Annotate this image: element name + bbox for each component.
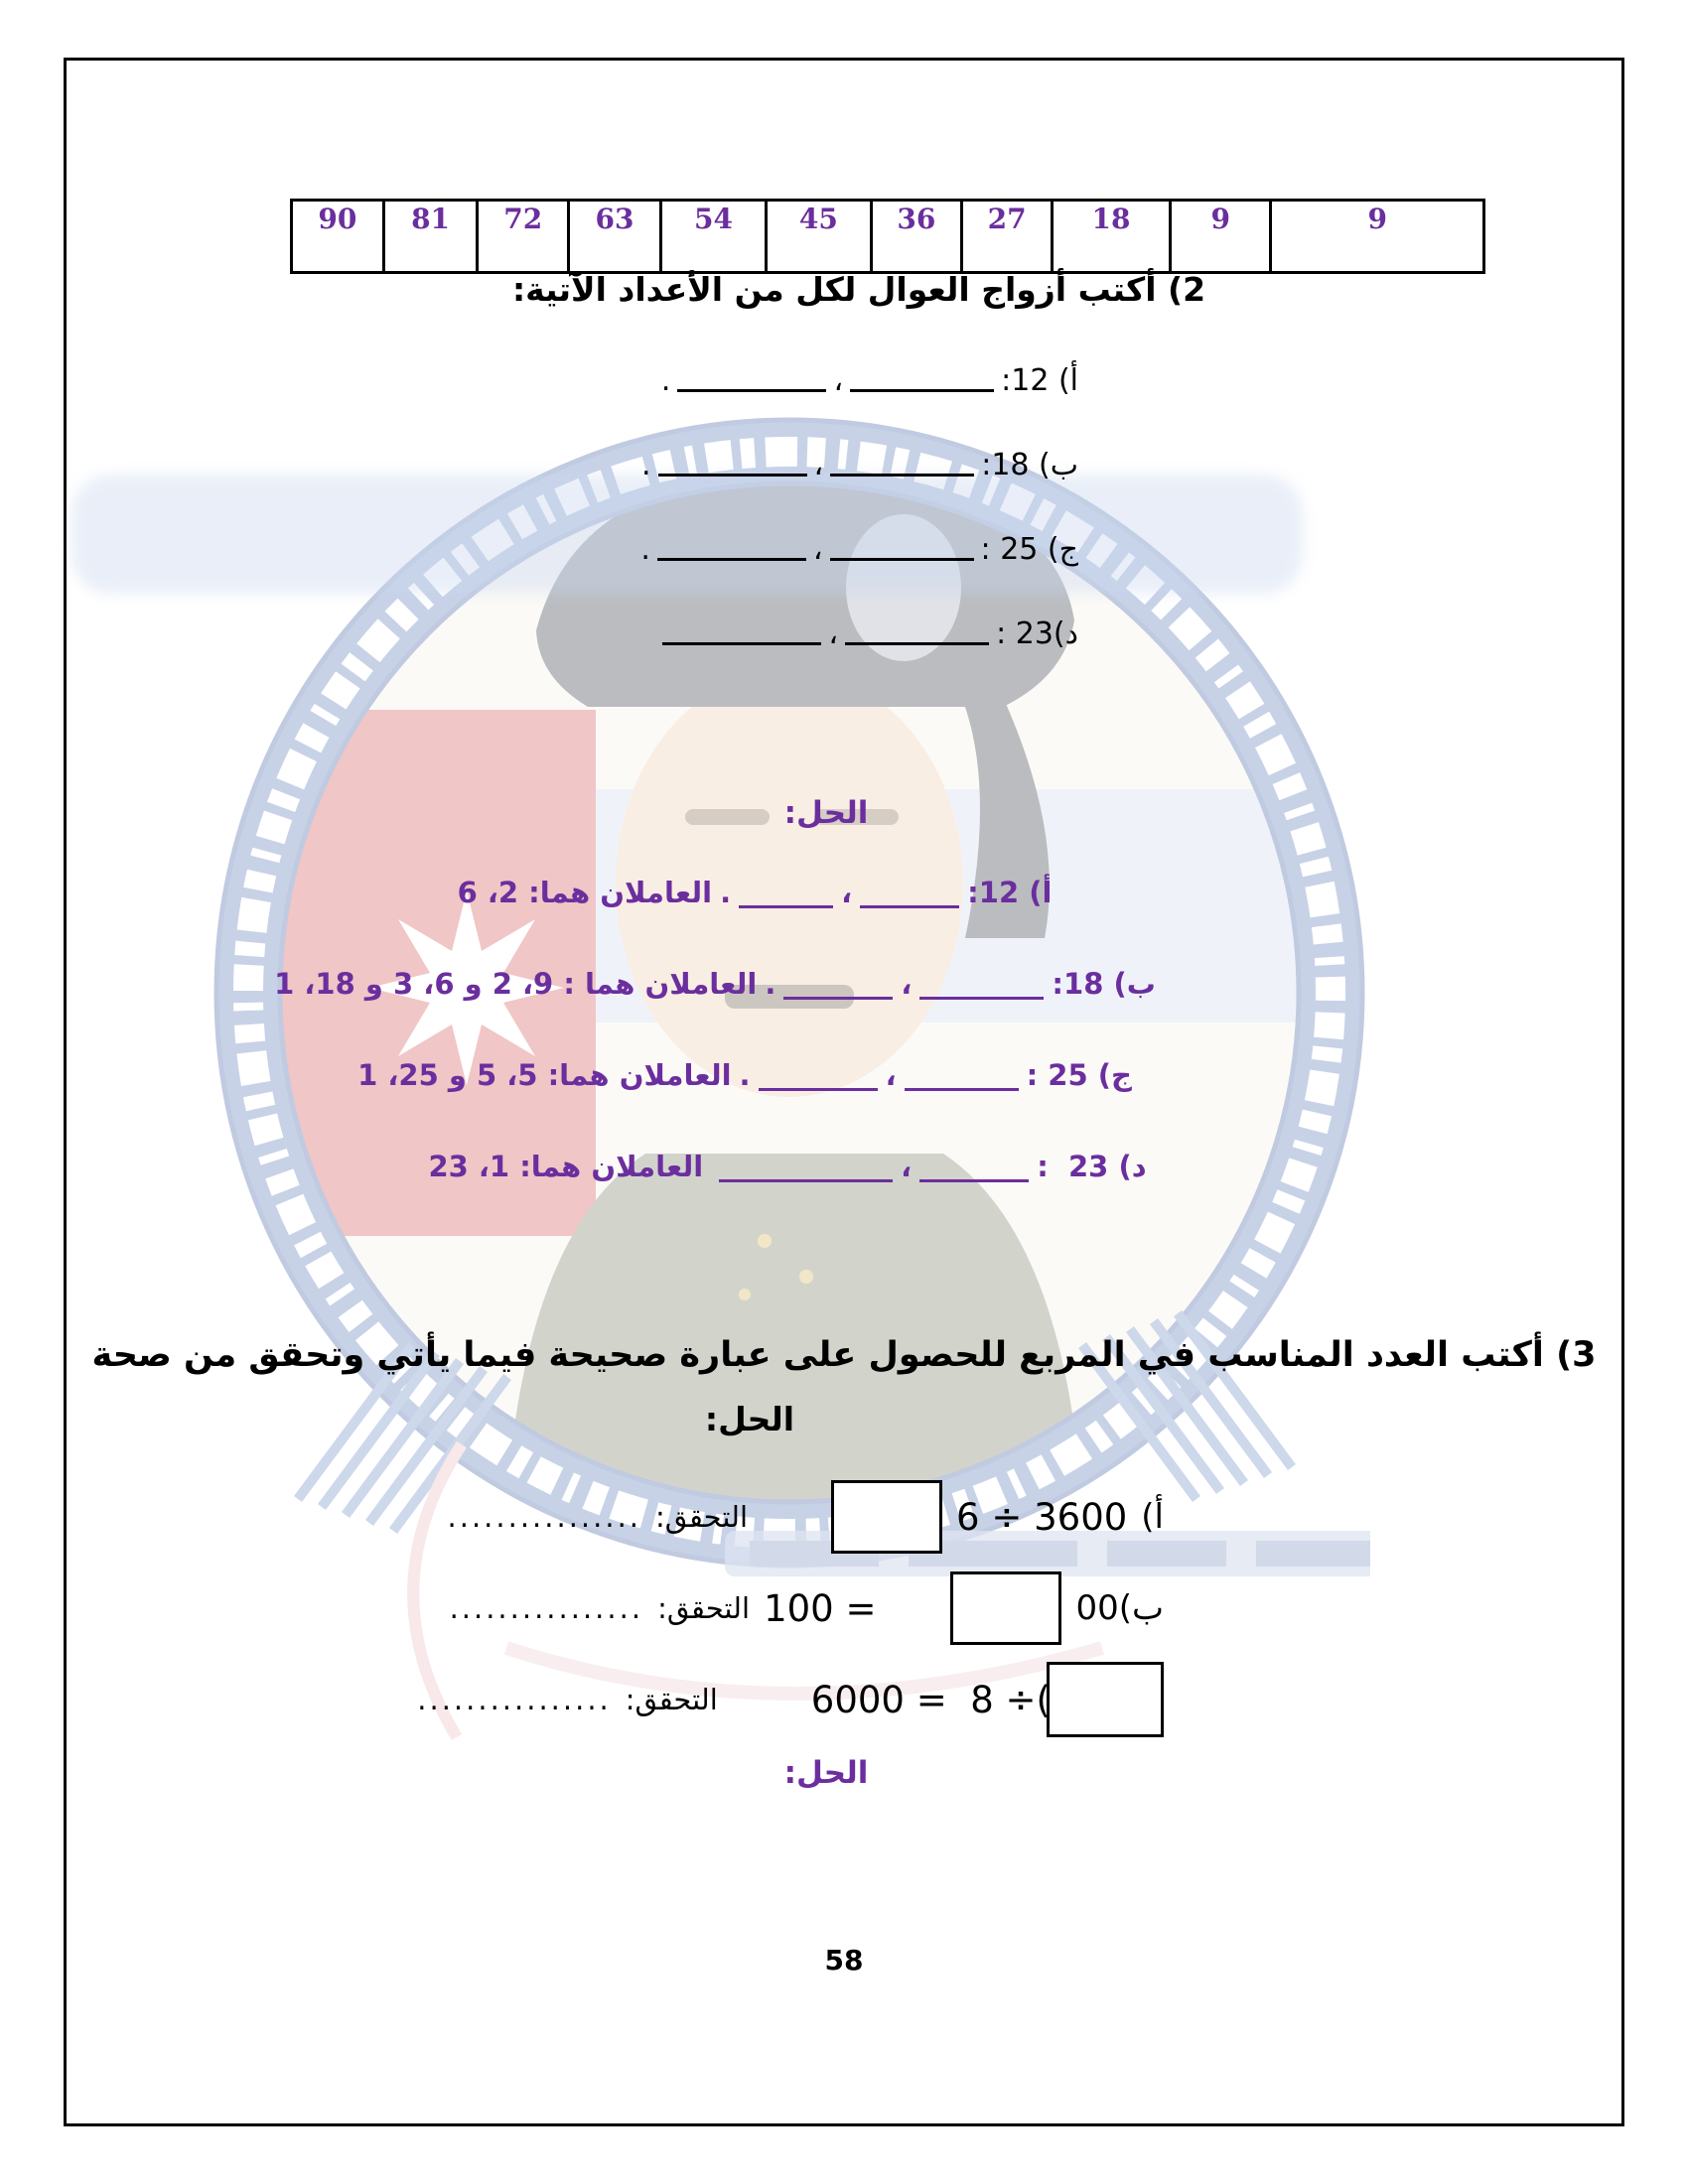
question-2-items <box>640 363 1078 701</box>
blank-line <box>860 904 959 908</box>
solution-answer: العاملان هما: 2، 6 <box>457 876 713 909</box>
question-3-heading: 3) أكتب العدد المناسب في المربع للحصول على عبارة صحيحة فيما يأتي وتحقق من صحة <box>91 1335 1597 1375</box>
table-cell-value: 45 <box>798 203 838 235</box>
table-cell <box>567 202 659 271</box>
separator: . <box>720 876 732 909</box>
answer-box <box>1047 1662 1164 1737</box>
blank-line <box>850 388 994 392</box>
comma: ، <box>812 532 823 567</box>
table-cell <box>659 202 765 271</box>
expression: )÷ 8 = 6000 <box>810 1678 1051 1721</box>
item-label: ج) 25 : <box>1026 1058 1132 1092</box>
table-cell-value: 54 <box>694 203 734 235</box>
question-3-heading-tail: الحل: <box>704 1400 795 1438</box>
blank-line <box>905 1087 1019 1091</box>
dotted-line: ................ <box>447 1500 642 1534</box>
item-label: د) 23 : <box>1037 1150 1147 1183</box>
verify-label: التحقق: <box>655 1500 749 1534</box>
solution-answer: العاملان هما : 9، 2 و 6، 3 و 18، 1 <box>274 967 758 1001</box>
item-label: د)23 : <box>996 616 1078 651</box>
solution-item <box>0 1058 1589 1098</box>
comma: ، <box>901 1150 913 1183</box>
item-label: ب) 18: <box>981 448 1078 482</box>
separator: . <box>765 967 776 1001</box>
blank-line <box>783 996 893 1000</box>
verify-label: التحقق: <box>625 1683 718 1716</box>
question-2-item <box>640 448 1078 485</box>
comma: ، <box>813 448 824 482</box>
table-cell-value: 9 <box>1367 203 1387 235</box>
table-cell <box>476 202 567 271</box>
blank-line <box>658 473 807 477</box>
solution-item <box>0 967 1559 1007</box>
table-cell-value: 36 <box>897 203 936 235</box>
table-cell <box>293 202 382 271</box>
blank-line <box>662 641 821 645</box>
table-cell-value: 63 <box>595 203 634 235</box>
solution-answer: العاملان هما: 1، 23 <box>428 1150 704 1183</box>
comma: ، <box>841 876 853 909</box>
question-2-item <box>640 363 1078 401</box>
blank-line <box>919 996 1044 1000</box>
question-3-item <box>417 1660 1164 1739</box>
page-number: 58 <box>824 1944 864 1977</box>
table-cell-value: 81 <box>411 203 451 235</box>
solution-label: الحل: <box>783 1755 869 1791</box>
comma: ، <box>833 363 844 398</box>
question-3-items <box>417 1477 1164 1751</box>
blank-line <box>830 473 974 477</box>
question-3-item <box>417 1477 1164 1557</box>
item-label: أ) 12: <box>967 876 1053 909</box>
item-end: . <box>660 363 671 398</box>
comma: ، <box>901 967 913 1001</box>
table-cell-value: 27 <box>987 203 1027 235</box>
blank-line <box>657 557 806 561</box>
blank-line <box>919 1178 1029 1182</box>
verify-label: التحقق: <box>657 1591 751 1625</box>
question-2-solutions <box>0 876 1688 1241</box>
solution-answer: العاملان هما: 5، 5 و 25، 1 <box>357 1058 732 1092</box>
table-cell <box>1169 202 1269 271</box>
dotted-line: ................ <box>449 1591 644 1625</box>
solution-item <box>0 1150 1631 1189</box>
item-label: ج) 25 : <box>980 532 1078 567</box>
comma: ، <box>828 616 839 651</box>
blank-line <box>719 1178 893 1182</box>
table-cell-value: 18 <box>1091 203 1131 235</box>
item-end: . <box>640 448 651 482</box>
question-2-item <box>640 616 1078 654</box>
question-3-item <box>417 1569 1164 1648</box>
table-cell <box>960 202 1051 271</box>
table-cell <box>1051 202 1169 271</box>
comma: ، <box>885 1058 897 1092</box>
item-label: ب)00 <box>1075 1588 1164 1628</box>
blank-line <box>845 641 989 645</box>
item-label: أ) 12: <box>1001 363 1078 398</box>
factors-table <box>290 199 1485 274</box>
table-cell-value: 90 <box>318 203 357 235</box>
expression: = 100 <box>764 1586 877 1630</box>
table-cell <box>765 202 869 271</box>
answer-box <box>831 1480 942 1554</box>
item-label: أ) <box>1141 1497 1164 1537</box>
question-2-item <box>640 532 1078 570</box>
dotted-line: ................ <box>417 1683 612 1716</box>
table-cell <box>870 202 961 271</box>
blank-line <box>759 1087 878 1091</box>
solution-item <box>0 876 1599 915</box>
table-cell-value: 72 <box>503 203 543 235</box>
item-label: ب) 18: <box>1052 967 1156 1001</box>
blank-line <box>677 388 826 392</box>
table-cell <box>382 202 477 271</box>
blank-line <box>830 557 974 561</box>
expression: 3600 ÷ 6 <box>956 1495 1128 1539</box>
table-cell-value: 9 <box>1210 203 1230 235</box>
table-cell-wide <box>1269 202 1482 271</box>
answer-box <box>950 1571 1061 1645</box>
question-2-heading: 2) أكتب أزواج العوال لكل من الأعداد الآتية: <box>511 270 1206 309</box>
item-end: . <box>640 532 650 567</box>
blank-line <box>739 904 833 908</box>
separator: . <box>739 1058 751 1092</box>
solution-label: الحل: <box>783 795 869 831</box>
